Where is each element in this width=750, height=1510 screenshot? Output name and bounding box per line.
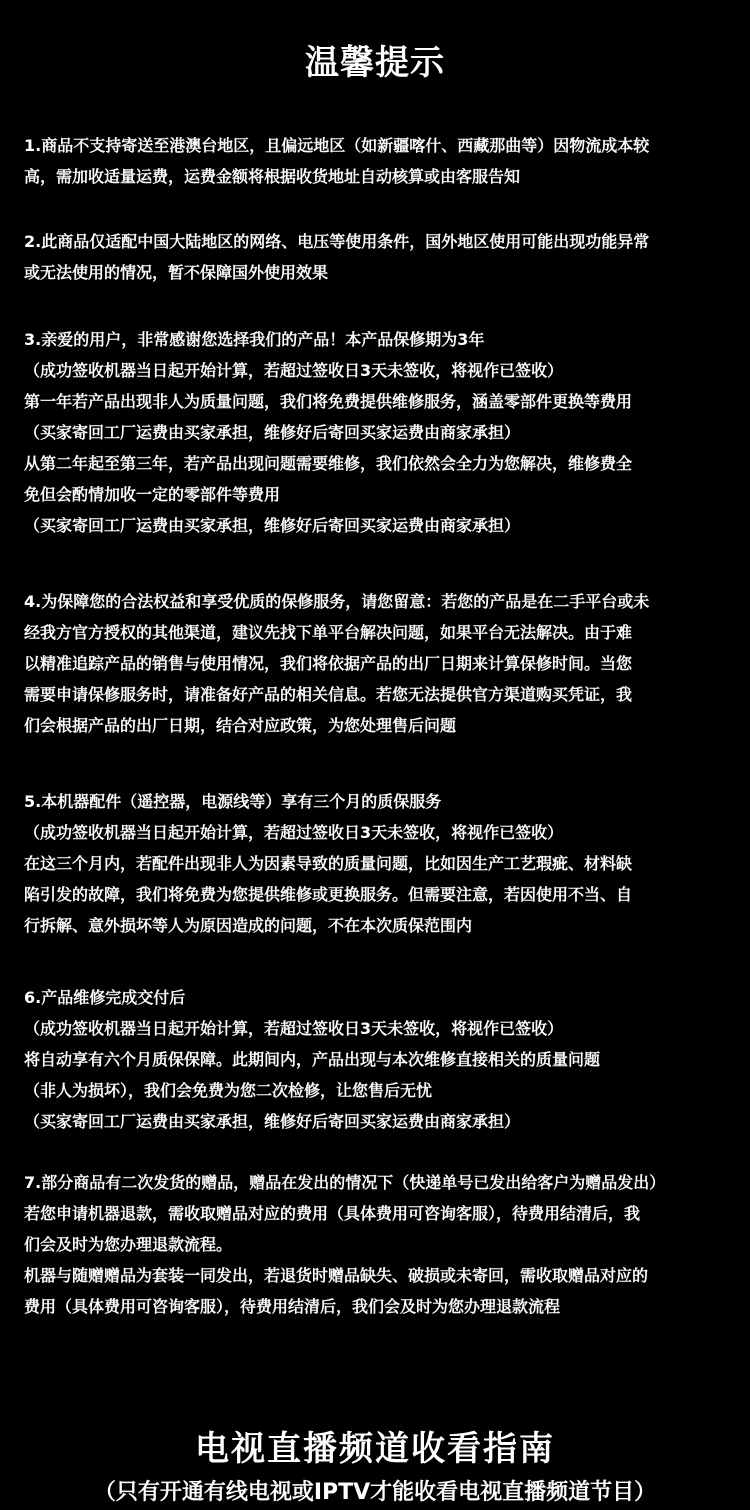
page-title: 温馨提示 (305, 43, 445, 83)
notice-item-5 (24, 786, 736, 941)
notice-line: 4.为保障您的合法权益和享受优质的保修服务，请您留意：若您的产品是在二手平台或未 (24, 592, 650, 611)
notice-line: 陷引发的故障，我们将免费为您提供维修或更换服务。但需要注意，若因使用不当、自 (24, 885, 633, 904)
notice-line: （买家寄回工厂运费由买家承担，维修好后寄回买家运费由商家承担） (24, 516, 521, 535)
notice-line: （非人为损坏），我们会免费为您二次检修，让您售后无忧 (24, 1081, 433, 1100)
notice-line: （买家寄回工厂运费由买家承担，维修好后寄回买家运费由商家承担） (24, 423, 521, 442)
notice-line: 在这三个月内，若配件出现非人为因素导致的质量问题，比如因生产工艺瑕疵、材料缺 (24, 854, 633, 873)
notice-item-7 (24, 1167, 736, 1322)
notice-line: 将自动享有六个月质保保障。此期间内，产品出现与本次维修直接相关的质量问题 (24, 1050, 601, 1069)
notice-line: （成功签收机器当日起开始计算，若超过签收日3天未签收，将视作已签收） (24, 823, 564, 842)
notice-line: （成功签收机器当日起开始计算，若超过签收日3天未签收，将视作已签收） (24, 1019, 564, 1038)
notice-line: 2.此商品仅适配中国大陆地区的网络、电压等使用条件，国外地区使用可能出现功能异常 (24, 232, 650, 251)
notice-line: 费用（具体费用可咨询客服），待费用结清后，我们会及时为您办理退款流程 (24, 1297, 561, 1316)
section-title: 电视直播频道收看指南 (195, 1429, 555, 1469)
notice-line: 6.产品维修完成交付后 (24, 988, 186, 1007)
notice-line: 们会及时为您办理退款流程。 (24, 1235, 233, 1254)
notice-line: 需要申请保修服务时，请准备好产品的相关信息。若您无法提供官方渠道购买凭证，我 (24, 685, 633, 704)
notice-line: 从第二年起至第三年，若产品出现问题需要维修，我们依然会全力为您解决，维修费全 (24, 454, 633, 473)
notice-line: 经我方官方授权的其他渠道，建议先找下单平台解决问题，如果平台无法解决。由于难 (24, 623, 633, 642)
notice-item-6 (24, 982, 736, 1137)
notice-item-1 (24, 130, 736, 192)
notice-item-2 (24, 226, 736, 288)
notice-line: 1.商品不支持寄送至港澳台地区，且偏远地区（如新疆喀什、西藏那曲等）因物流成本较 (24, 136, 650, 155)
notice-line: 5.本机器配件（遥控器，电源线等）享有三个月的质保服务 (24, 792, 442, 811)
notice-line: 们会根据产品的出厂日期，结合对应政策，为您处理售后问题 (24, 716, 457, 735)
notice-line: 机器与随赠赠品为套装一同发出，若退货时赠品缺失、破损或未寄回，需收取赠品对应的 (24, 1266, 649, 1285)
notice-line: （成功签收机器当日起开始计算，若超过签收日3天未签收，将视作已签收） (24, 361, 564, 380)
notice-line: 3.亲爱的用户，非常感谢您选择我们的产品！本产品保修期为3年 (24, 330, 485, 349)
notice-line: 行拆解、意外损坏等人为原因造成的问题，不在本次质保范围内 (24, 916, 473, 935)
notice-line: 以精准追踪产品的销售与使用情况，我们将依据产品的出厂日期来计算保修时间。当您 (24, 654, 633, 673)
notice-line: 第一年若产品出现非人为质量问题，我们将免费提供维修服务，涵盖零部件更换等费用 (24, 392, 633, 411)
notice-item-4 (24, 586, 736, 741)
notice-line: （买家寄回工厂运费由买家承担，维修好后寄回买家运费由商家承担） (24, 1112, 521, 1131)
notice-line: 7.部分商品有二次发货的赠品，赠品在发出的情况下（快递单号已发出给客户为赠品发出） (24, 1173, 666, 1192)
section-subtitle: （只有开通有线电视或IPTV才能收看电视直播频道节目） (93, 1480, 657, 1505)
notice-line: 或无法使用的情况，暂不保障国外使用效果 (24, 263, 329, 282)
notice-line: 高，需加收适量运费，运费金额将根据收货地址自动核算或由客服告知 (24, 167, 521, 186)
notice-line: 若您申请机器退款，需收取赠品对应的费用（具体费用可咨询客服），待费用结清后，我 (24, 1204, 641, 1223)
notice-item-3 (24, 324, 736, 541)
notice-line: 免但会酌情加收一定的零部件等费用 (24, 485, 281, 504)
